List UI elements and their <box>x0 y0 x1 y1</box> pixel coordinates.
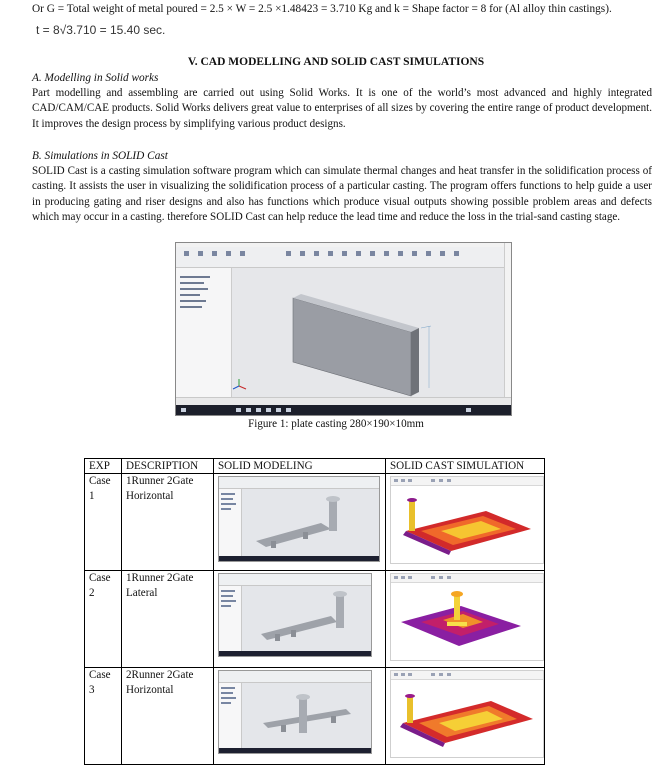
figure-1-solidworks-screenshot <box>175 242 512 416</box>
description-cell: 2Runner 2Gate Horizontal <box>122 668 214 765</box>
table-header-row <box>85 459 545 474</box>
description-cell: 1Runner 2Gate Lateral <box>122 571 214 668</box>
solid-cast-cell <box>386 474 545 571</box>
subsection-heading-a: A. Modelling in Solid works <box>32 72 159 84</box>
solidworks-ribbon <box>176 243 511 268</box>
subsection-heading-b: B. Simulations in SOLID Cast <box>32 150 168 162</box>
feature-tree-panel <box>176 268 232 398</box>
experiment-table <box>84 458 545 765</box>
section-title: V. CAD MODELLING AND SOLID CAST SIMULATIONS <box>187 56 485 68</box>
paragraph-simulation: SOLID Cast is a casting simulation software program which can simulate thermal changes and heat transfer in the solidification process of casting. It assists the user in visualizing the solidification process of a particular casting. The program offers functions to help guide a user in producing gating and riser designs and also has functions which produce visual outputs showing possible problem areas and defects which may occur in a casting. therefore SOLID Cast can help reduce the lead time and reduce the loss in the trial-sand casting stage. <box>32 165 652 223</box>
table-row <box>85 474 545 571</box>
solid-modeling-cell <box>214 668 386 765</box>
formula-line-1: Or G = Total weight of metal poured = 2.5 × W = 2.5 ×1.48423 = 3.710 Kg and k = Shape factor = 8 for (Al alloy thin castings). <box>32 3 612 15</box>
table-row <box>85 571 545 668</box>
solid-model-thumbnail <box>218 573 372 657</box>
solid-cast-cell <box>386 668 545 765</box>
solid-modeling-cell <box>214 571 386 668</box>
simulation-thumbnail <box>390 573 544 661</box>
exp-cell: Case 3 <box>85 668 122 765</box>
exp-cell: Case 2 <box>85 571 122 668</box>
table-row <box>85 668 545 765</box>
exp-cell: Case 1 <box>85 474 122 571</box>
header-solid-modeling: SOLID MODELING <box>214 459 386 474</box>
plate-model <box>231 268 511 398</box>
figure-caption: Figure 1: plate casting 280×190×10mm <box>248 418 424 430</box>
solid-modeling-cell <box>214 474 386 571</box>
description-cell: 1Runner 2Gate Horizontal <box>122 474 214 571</box>
solid-cast-cell <box>386 571 545 668</box>
solid-model-thumbnail <box>218 670 372 754</box>
solid-model-thumbnail <box>218 476 380 562</box>
simulation-thumbnail <box>390 670 544 758</box>
simulation-thumbnail <box>390 476 544 564</box>
header-solid-cast-simulation: SOLID CAST SIMULATION <box>386 459 545 474</box>
formula-line-2: t = 8√3.710 = 15.40 sec. <box>36 23 166 37</box>
header-description: DESCRIPTION <box>122 459 214 474</box>
header-exp: EXP <box>85 459 122 474</box>
windows-taskbar <box>176 405 511 415</box>
paragraph-modelling: Part modelling and assembling are carried out using Solid Works. It is one of the world’s most advanced and highly integrated CAD/CAM/CAE products. Solid Works delivers great value to enterprises of all sizes by covering the entire range of product development. It improves the design process by simplifying various product designs. <box>32 87 652 130</box>
